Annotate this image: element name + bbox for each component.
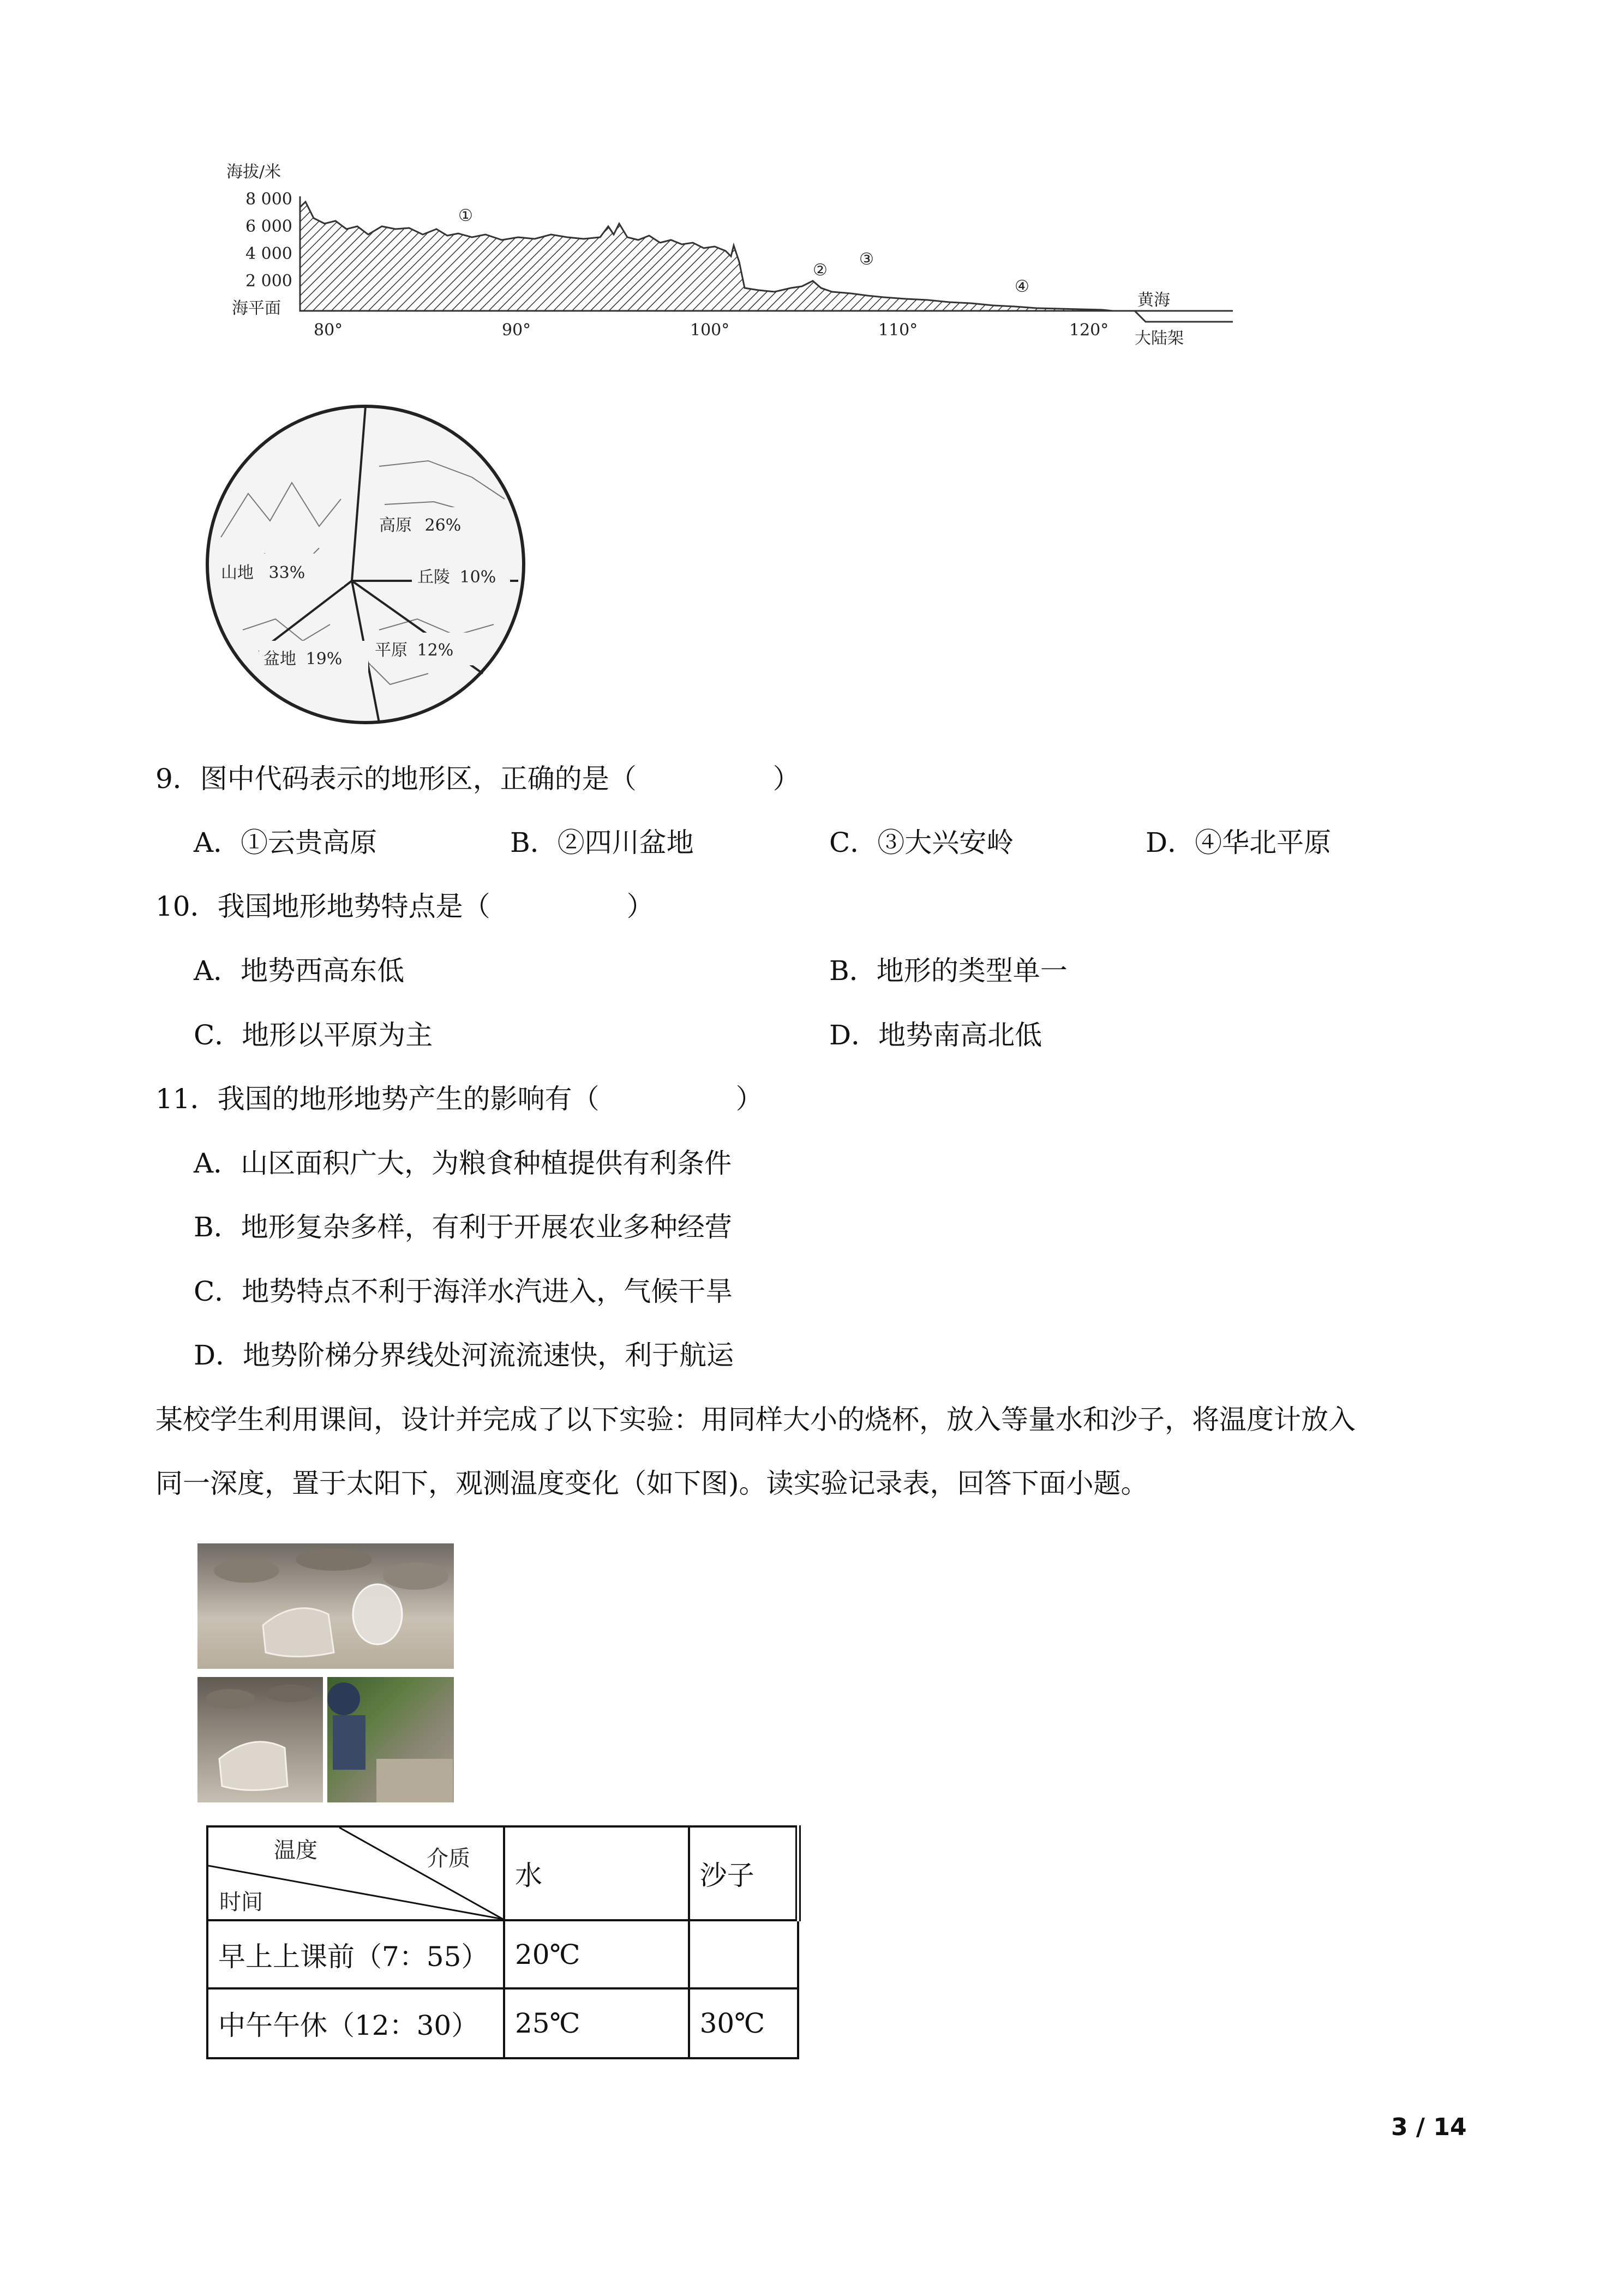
profile-y-axis-label: 海拔/米 bbox=[226, 163, 281, 182]
pie-value-basin: 19% bbox=[305, 650, 343, 669]
header-water: 水 bbox=[504, 1826, 689, 1920]
shelf-label: 大陆架 bbox=[1135, 329, 1184, 348]
pie-label-basin: 盆地 bbox=[263, 650, 296, 669]
marker-3: ③ bbox=[859, 250, 874, 269]
marker-2: ② bbox=[813, 261, 828, 280]
profile-y-tick-2000: 2 000 bbox=[245, 272, 292, 291]
q11-option-b[interactable]: B．地形复杂多样，有利于开展农业多种经营 bbox=[194, 1211, 732, 1243]
sea-label: 黄海 bbox=[1137, 291, 1170, 310]
terrain-silhouette bbox=[300, 202, 1113, 311]
profile-y-tick-4000: 4 000 bbox=[245, 244, 292, 263]
landform-pie-figure bbox=[199, 401, 537, 734]
row1-water: 20℃ bbox=[504, 1920, 689, 1988]
pie-label-plain: 平原 bbox=[375, 641, 408, 660]
experiment-photo-bottom-left bbox=[197, 1677, 323, 1802]
row1-sand bbox=[689, 1920, 798, 1988]
q10-option-c[interactable]: C．地形以平原为主 bbox=[194, 1019, 433, 1051]
header-sand: 沙子 bbox=[689, 1826, 798, 1920]
header-diagonal-cell bbox=[207, 1826, 504, 1920]
profile-y-tick-6000: 6 000 bbox=[245, 217, 292, 236]
q10-stem: 10．我国地形地势特点是（ ） bbox=[155, 891, 654, 922]
profile-y-tick-sea-level: 海平面 bbox=[232, 299, 281, 318]
experiment-photo-top bbox=[197, 1543, 454, 1669]
pie-label-hills: 丘陵 bbox=[417, 568, 450, 587]
experiment-intro-line-1: 某校学生利用课间，设计并完成了以下实验：用同样大小的烧杯，放入等量水和沙子，将温度计放入 bbox=[155, 1404, 1356, 1435]
beaker-sketch-bottom bbox=[197, 1677, 323, 1802]
row2-time: 中午午休（12：30） bbox=[207, 1988, 504, 2058]
row1-time: 早上上课前（7：55） bbox=[207, 1920, 504, 1988]
q9-option-b[interactable]: B．②四川盆地 bbox=[510, 827, 694, 858]
header-medium: 介质 bbox=[427, 1846, 470, 1871]
pie-value-plateau: 26% bbox=[424, 516, 462, 535]
profile-x-tick-90: 90° bbox=[502, 321, 531, 340]
profile-x-tick-120: 120° bbox=[1069, 321, 1109, 340]
table-row bbox=[207, 1920, 798, 1988]
pie-label-mountain: 山地 bbox=[221, 563, 254, 582]
experiment-intro-line-2: 同一深度，置于太阳下，观测温度变化（如下图)。读实验记录表，回答下面小题。 bbox=[155, 1468, 1148, 1499]
q10-option-d[interactable]: D．地势南高北低 bbox=[829, 1019, 1042, 1051]
header-temperature: 温度 bbox=[274, 1838, 317, 1863]
header-diagonal-lines bbox=[208, 1828, 503, 1919]
q11-stem: 11．我国的地形地势产生的影响有（ ） bbox=[155, 1083, 763, 1115]
q9-option-c[interactable]: C．③大兴安岭 bbox=[829, 827, 1014, 858]
row2-water: 25℃ bbox=[504, 1988, 689, 2058]
person-sketch bbox=[327, 1677, 454, 1802]
row2-sand: 30℃ bbox=[689, 1988, 798, 2058]
q11-option-d[interactable]: D．地势阶梯分界线处河流流速快，利于航运 bbox=[194, 1339, 734, 1371]
q10-option-b[interactable]: B．地形的类型单一 bbox=[829, 955, 1068, 987]
experiment-photo-bottom-right bbox=[327, 1677, 454, 1802]
continental-shelf bbox=[1113, 311, 1233, 322]
q9-option-a[interactable]: A．①云贵高原 bbox=[194, 827, 377, 858]
terrain-profile-figure bbox=[207, 147, 1233, 354]
table-row bbox=[207, 1988, 798, 2058]
q9-stem: 9．图中代码表示的地形区，正确的是（ ） bbox=[155, 763, 800, 795]
pie-label-plateau: 高原 bbox=[379, 516, 412, 535]
pie-value-hills: 10% bbox=[459, 568, 496, 587]
experiment-record-table bbox=[206, 1825, 801, 2059]
page-number: 3 / 14 bbox=[1391, 2113, 1467, 2141]
table-header-row bbox=[207, 1826, 798, 1920]
q11-option-c[interactable]: C．地势特点不利于海洋水汽进入，气候干旱 bbox=[194, 1276, 733, 1307]
q9-option-d[interactable]: D．④华北平原 bbox=[1146, 827, 1332, 858]
q11-option-a[interactable]: A．山区面积广大，为粮食种植提供有利条件 bbox=[194, 1147, 732, 1179]
pie-value-plain: 12% bbox=[417, 641, 454, 660]
profile-x-tick-80: 80° bbox=[314, 321, 343, 340]
q10-option-a[interactable]: A．地势西高东低 bbox=[194, 955, 405, 987]
header-time: 时间 bbox=[219, 1890, 263, 1915]
profile-x-tick-100: 100° bbox=[690, 321, 730, 340]
profile-x-tick-110: 110° bbox=[878, 321, 918, 340]
marker-4: ④ bbox=[1015, 277, 1029, 296]
beaker-sketch-top bbox=[197, 1543, 454, 1669]
pie-value-mountain: 33% bbox=[268, 563, 305, 582]
marker-1: ① bbox=[458, 206, 473, 225]
profile-y-tick-8000: 8 000 bbox=[245, 190, 292, 209]
